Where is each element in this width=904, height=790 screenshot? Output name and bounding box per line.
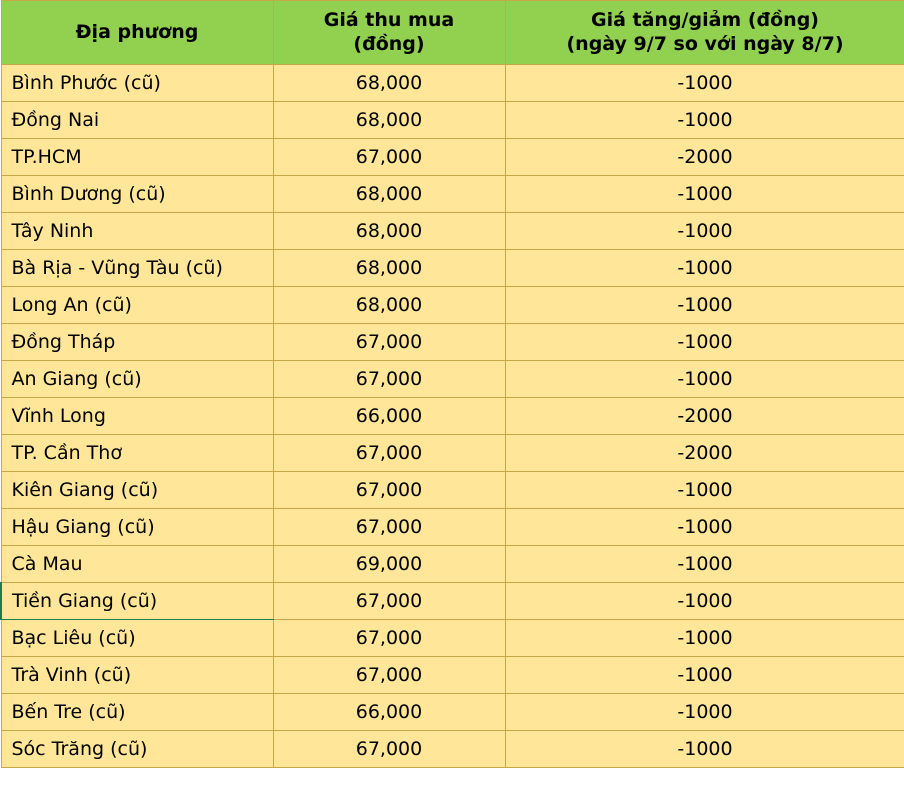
cell-locality[interactable]: Bình Phước (cũ) [1,64,273,101]
cell-change[interactable]: -1000 [505,175,904,212]
cell-locality[interactable]: Bà Rịa - Vũng Tàu (cũ) [1,249,273,286]
cell-price[interactable]: 68,000 [273,249,505,286]
table-row[interactable] [1,286,904,323]
column-header-price-label-line2: (đồng) [353,33,425,56]
table-row[interactable] [1,323,904,360]
table-row[interactable] [1,434,904,471]
cell-locality[interactable]: TP.HCM [1,138,273,175]
cell-locality[interactable]: Trà Vinh (cũ) [1,656,273,693]
cell-change[interactable]: -1000 [505,323,904,360]
table-row[interactable] [1,730,904,767]
cell-locality[interactable]: Tây Ninh [1,212,273,249]
cell-price[interactable]: 67,000 [273,434,505,471]
table-row[interactable] [1,212,904,249]
cell-change[interactable]: -1000 [505,249,904,286]
cell-locality[interactable]: An Giang (cũ) [1,360,273,397]
table-row[interactable] [1,508,904,545]
column-header-price [273,1,505,65]
cell-locality[interactable]: Sóc Trăng (cũ) [1,730,273,767]
cell-change[interactable]: -1000 [505,360,904,397]
cell-price[interactable]: 67,000 [273,360,505,397]
cell-price[interactable]: 67,000 [273,508,505,545]
cell-change[interactable]: -1000 [505,64,904,101]
cell-locality[interactable]: Vĩnh Long [1,397,273,434]
table-row[interactable] [1,138,904,175]
cell-price[interactable]: 66,000 [273,397,505,434]
cell-locality[interactable]: Đồng Nai [1,101,273,138]
cell-price[interactable]: 67,000 [273,656,505,693]
cell-change[interactable]: -1000 [505,508,904,545]
cell-locality[interactable]: Hậu Giang (cũ) [1,508,273,545]
table-body [1,64,904,767]
cell-price[interactable]: 68,000 [273,101,505,138]
table-header [1,1,904,65]
cell-change[interactable]: -1000 [505,545,904,582]
cell-price[interactable]: 69,000 [273,545,505,582]
cell-price[interactable]: 66,000 [273,693,505,730]
cell-locality[interactable]: Bạc Liêu (cũ) [1,619,273,656]
column-header-locality [1,1,273,65]
table-row[interactable] [1,545,904,582]
cell-price[interactable]: 67,000 [273,471,505,508]
cell-change[interactable]: -2000 [505,397,904,434]
table-row[interactable] [1,249,904,286]
table-row[interactable] [1,101,904,138]
table-row[interactable] [1,582,904,619]
table-row[interactable] [1,656,904,693]
cell-locality[interactable]: Bến Tre (cũ) [1,693,273,730]
cell-price[interactable]: 67,000 [273,138,505,175]
table-row[interactable] [1,693,904,730]
cell-change[interactable]: -1000 [505,656,904,693]
table-row[interactable] [1,619,904,656]
column-header-price-label-line1: Giá thu mua [323,9,455,31]
column-header-locality-label: Địa phương [75,21,199,44]
cell-locality[interactable]: Cà Mau [1,545,273,582]
cell-change[interactable]: -1000 [505,471,904,508]
cell-price[interactable]: 67,000 [273,582,505,619]
table-row[interactable] [1,175,904,212]
cell-change[interactable]: -2000 [505,434,904,471]
cell-price[interactable]: 68,000 [273,212,505,249]
table-row[interactable] [1,397,904,434]
column-header-change [505,1,904,65]
cell-locality[interactable]: Kiên Giang (cũ) [1,471,273,508]
column-header-change-label-line1: Giá tăng/giảm (đồng) [590,9,819,31]
cell-price[interactable]: 67,000 [273,619,505,656]
table-row[interactable] [1,64,904,101]
cell-locality[interactable]: Long An (cũ) [1,286,273,323]
table-row[interactable] [1,471,904,508]
cell-locality[interactable]: Bình Dương (cũ) [1,175,273,212]
column-header-change-label-line2: (ngày 9/7 so với ngày 8/7) [566,33,844,56]
cell-price[interactable]: 68,000 [273,175,505,212]
table-row[interactable] [1,360,904,397]
cell-change[interactable]: -1000 [505,286,904,323]
cell-price[interactable]: 67,000 [273,730,505,767]
cell-price[interactable]: 68,000 [273,286,505,323]
cell-locality[interactable]: Tiền Giang (cũ) [1,582,273,619]
cell-change[interactable]: -1000 [505,730,904,767]
cell-change[interactable]: -1000 [505,619,904,656]
cell-locality[interactable]: Đồng Tháp [1,323,273,360]
cell-locality[interactable]: TP. Cần Thơ [1,434,273,471]
cell-change[interactable]: -2000 [505,138,904,175]
cell-change[interactable]: -1000 [505,693,904,730]
cell-change[interactable]: -1000 [505,212,904,249]
cell-change[interactable]: -1000 [505,582,904,619]
cell-price[interactable]: 67,000 [273,323,505,360]
cell-price[interactable]: 68,000 [273,64,505,101]
cell-change[interactable]: -1000 [505,101,904,138]
table-header-row [1,1,904,65]
